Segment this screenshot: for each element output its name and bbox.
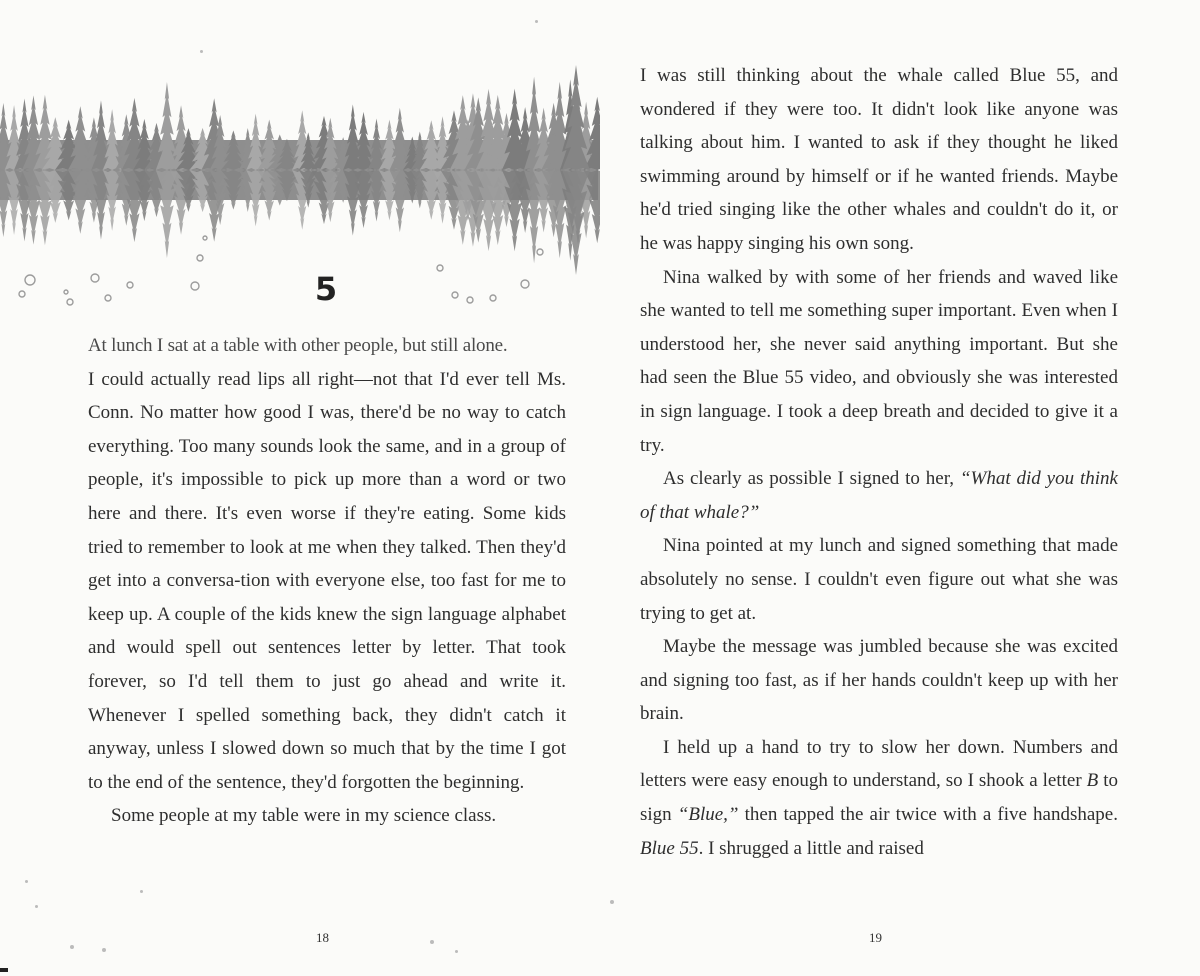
paragraph [640, 462, 1118, 529]
paragraph-text: I held up a hand to try to slow her down. Numbers and letters were easy enough to understand, so I shook a letter [640, 736, 1118, 792]
paragraph: Maybe the message was jumbled because she was excited and signing too fast, as if her hands couldn't keep up with her brain. [640, 636, 1118, 725]
paragraph: I was still thinking about the whale called Blue 55, and wondered if they were too. It didn't look like anyone was talking about him. I wanted to ask if they thought he liked swimming around by himself or if he wanted friends. Maybe he'd tried singing like the other whales and couldn't do it, or he was happy singing his own song. [640, 65, 1118, 254]
paragraph-text: As clearly as possible I signed to her, [663, 468, 960, 490]
chapter-number: 5 [314, 270, 338, 308]
paper-speck [455, 950, 458, 953]
paragraph: I could actually read lips all right—not that I'd ever tell Ms. Conn. No matter how good I was, there'd be no way to catch everything. Too many sounds look the same, and in a group of people, it's impossible to pick up more than a word or two here and there. It's even worse if they're eating. Some kids tried to remember to look at me when they talked. Then they'd get into a conversa-tion with everyone else, too fast for me to keep up. A couple of the kids knew the sign language alphabet and would spell out sentences letter by letter. That took forever, so I'd tell them to just go ahead and write it. Whenever I spelled something back, they didn't catch it anyway, unless I slowed down so much that by the time I got to the end of the sentence, they'd forgotten the beginning. [88, 368, 566, 793]
paragraph-text: to sign [640, 770, 1118, 826]
paper-speck [70, 945, 74, 949]
paragraph: Some people at my table were in my science class. [111, 805, 497, 827]
scan-edge-mark [0, 968, 8, 972]
paper-speck [25, 880, 28, 883]
paragraph: Nina walked by with some of her friends and waved like she wanted to tell me something super important. Even when I understood her, she never said anything important. But she had seen the Blue 55 video, and obviously she was interested in sign language. I took a deep breath and decided to give it a try. [640, 266, 1118, 456]
right-page-text [640, 59, 1118, 865]
left-page-text [88, 329, 566, 833]
page-number-right: 19 [869, 930, 882, 945]
letter-b: B [1086, 770, 1099, 792]
paragraph [640, 731, 1118, 865]
page-number-left: 18 [316, 930, 329, 945]
paragraph-text: then tapped the air twice with a five handshape. [738, 804, 1118, 826]
paper-speck [140, 890, 143, 893]
paragraph-text: . I shrugged a little and raised [698, 837, 924, 859]
paper-speck [430, 940, 434, 944]
paragraph: Nina pointed at my lunch and signed something that made absolutely no sense. I couldn't even figure out what she was trying to get at. [640, 535, 1118, 624]
paper-speck [610, 900, 614, 904]
chapter-opening-line: At lunch I sat at a table with other people, but still alone. [88, 335, 508, 356]
paper-speck [102, 948, 106, 952]
signed-question: “What did you think of that whale?” [640, 468, 1118, 523]
paper-speck [535, 20, 538, 23]
paper-speck [35, 905, 38, 908]
blue-55-italic: Blue 55 [640, 837, 699, 859]
blue-quote: “Blue,” [677, 804, 739, 826]
paper-speck [200, 50, 203, 53]
